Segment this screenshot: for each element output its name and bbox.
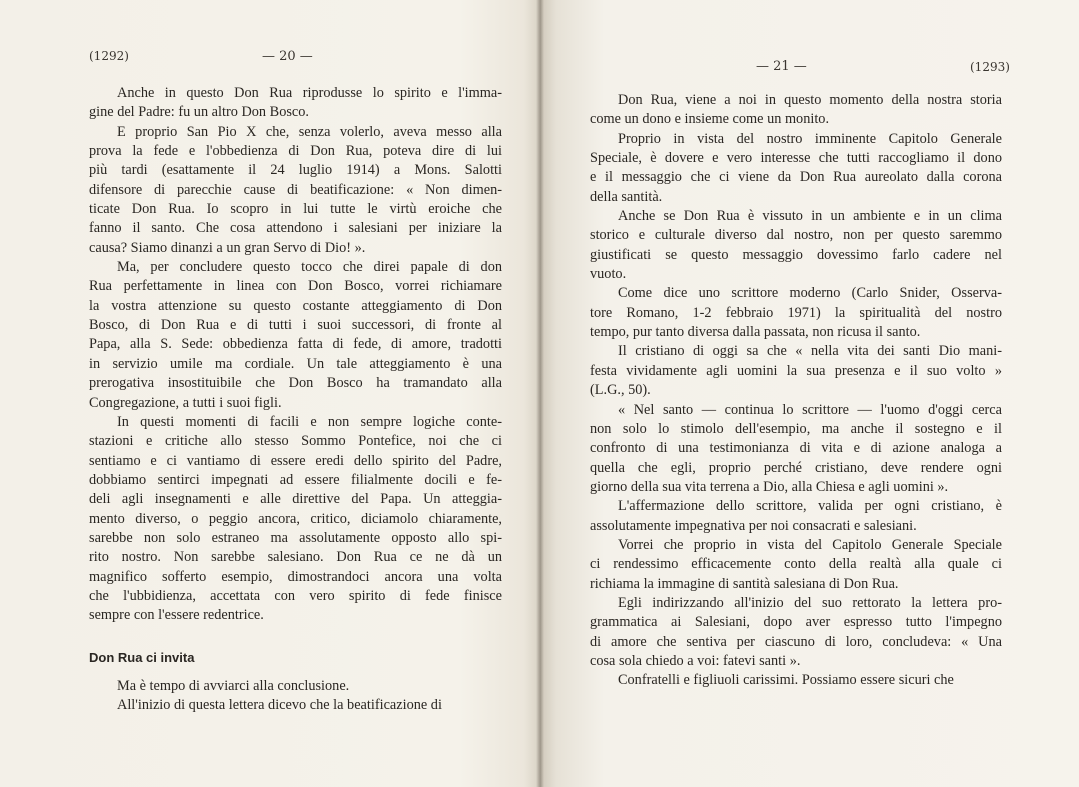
text-line: Papa, alla S. Sede: obbedienza fatta di fede, di amore, tradotti: [89, 336, 502, 353]
text-line: assolutamente impegnativa per noi consacrati e salesiani.: [590, 517, 917, 534]
text-line: difensore di parecchie cause di beatificazione: « Non dimen-: [89, 181, 502, 198]
text-line: E proprio San Pio X che, senza volerlo, aveva messo alla: [117, 123, 502, 140]
right-page-body: [590, 91, 1002, 691]
text-line: la vostra attenzione su questo costante atteggiamento di Don: [89, 297, 502, 314]
paragraph: [590, 671, 1002, 690]
text-line: ci rendessimo efficacemente conto della realtà alla quale ci: [590, 556, 1002, 573]
left-page-body: [89, 84, 502, 716]
text-line: Anche in questo Don Rua riprodusse lo spirito e l'imma-: [117, 85, 502, 101]
left-page-code: (1292): [89, 49, 129, 63]
text-line: della santità.: [590, 188, 663, 205]
text-line: come un dono e insieme come un monito.: [590, 111, 830, 128]
text-line: « Nel santo — continua lo scrittore — l'uomo d'oggi cerca: [618, 401, 1002, 418]
text-line: Confratelli e figliuoli carissimi. Possiamo essere sicuri che: [618, 672, 954, 689]
paragraph: [590, 401, 1002, 498]
paragraph: [89, 677, 502, 696]
paragraph: [590, 91, 1002, 130]
text-line: Speciale, è dovere e vero interesse che tutti raccogliamo il dono: [590, 150, 1002, 167]
paragraph: [590, 207, 1002, 284]
paragraph: [590, 284, 1002, 342]
paragraph: [590, 497, 1002, 536]
text-line: e il messaggio che ci viene da Don Rua aureolato dalla corona: [590, 169, 1002, 186]
text-line: In questi momenti di facili e non sempre logiche conte-: [117, 413, 502, 430]
text-line: Vorrei che proprio in vista del Capitolo Generale Speciale: [618, 536, 1002, 553]
text-line: sentiamo e ci vantiamo di essere eredi dello spirito del Padre,: [89, 452, 502, 469]
text-line: sarebbe non solo estraneo ma assolutamente opposto allo spi-: [89, 529, 502, 546]
text-line: Ma, per concludere questo tocco che direi papale di don: [117, 259, 502, 276]
paragraph: [89, 84, 502, 123]
text-line: magnifico sofferto esempio, dimostrandoci ancora una volta: [89, 568, 502, 585]
paragraph: [590, 130, 1002, 207]
text-line: giustificati se questo messaggio dovessimo farlo cadere nel: [590, 246, 1002, 263]
text-line: mento diverso, o peggio ancora, critico, diciamolo chiaramente,: [89, 510, 502, 527]
text-line: richiama la immagine di santità salesiana di Don Rua.: [590, 575, 899, 592]
text-line: L'affermazione dello scrittore, valida per ogni cristiano, è: [618, 498, 1002, 515]
text-line: cosa sola chiedo a voi: fatevi santi ».: [590, 652, 801, 669]
right-page-number: — 21 —: [756, 59, 807, 74]
text-line: grammatica ai Salesiani, dopo aver espresso tutto l'impegno: [590, 614, 1002, 631]
text-line: rito nostro. Non sarebbe salesiano. Don Rua ce ne dà un: [89, 549, 502, 566]
paragraph: [590, 536, 1002, 594]
text-line: quella che egli, proprio perché cristiano, deve rendere ogni: [590, 459, 1002, 476]
right-page-code: (1293): [970, 60, 1010, 74]
text-line: giorno della sua vita terrena a Dio, alla Chiesa e agli uomini ».: [590, 478, 949, 495]
text-line: in servizio umile ma cordiale. Un tale atteggiamento è una: [89, 355, 502, 372]
text-line: vuoto.: [590, 266, 627, 283]
text-line: deli agli insegnamenti e alle direttive del Papa. Un atteggia-: [89, 491, 502, 508]
text-line: causa? Siamo dinanzi a un gran Servo di Dio! ».: [89, 239, 366, 256]
text-line: dobbiamo sentirci impegnati ad essere filialmente docili e fe-: [89, 471, 502, 488]
text-line: prova la fede e l'obbedienza di Don Rua, poteva dire di lui: [89, 143, 502, 160]
paragraph: [590, 342, 1002, 400]
text-line: ticate Don Rua. Io scopro in lui tutte le virtù eroiche che: [89, 201, 502, 218]
paragraph: [89, 413, 502, 626]
text-line: che l'ubbidienza, accettata con vero spirito di fede finisce: [89, 587, 502, 604]
left-page-number: — 20 —: [262, 49, 313, 64]
text-line: (L.G., 50).: [590, 382, 651, 399]
text-line: non solo lo stimolo dell'esempio, ma anche il sostegno e il: [590, 420, 1002, 437]
paragraph: [89, 696, 502, 715]
text-line: Ma è tempo di avviarci alla conclusione.: [117, 677, 350, 694]
paragraph: [89, 123, 502, 258]
paragraph: [89, 258, 502, 413]
text-line: fanno il santo. Che cosa attendono i salesiani per iniziare la: [89, 220, 502, 237]
text-line: Bosco, di Don Rua e di tutti i suoi successori, di fronte al: [89, 317, 502, 334]
text-line: Rua perfettamente in linea con Don Bosco, vorrei richiamare: [89, 278, 502, 295]
text-line: storico e culturale diverso dal nostro, non per questo saremmo: [590, 227, 1002, 244]
paragraph: [590, 594, 1002, 671]
text-line: più tardi (esattamente il 24 luglio 1914) a Mons. Salotti: [89, 162, 502, 179]
text-line: All'inizio di questa lettera dicevo che la beatificazione di: [117, 697, 442, 714]
text-line: Come dice uno scrittore moderno (Carlo Snider, Osserva-: [618, 285, 1002, 302]
text-line: di amore che sentiva per ciascuno di loro, concludeva: « Una: [590, 633, 1002, 650]
text-line: gine del Padre: fu un altro Don Bosco.: [89, 104, 309, 121]
right-page: [540, 0, 1079, 787]
text-line: stazioni e critiche allo stesso Sommo Pontefice, noi che ci: [89, 433, 502, 450]
text-line: Congregazione, a tutti i suoi figli.: [89, 394, 282, 411]
text-line: festa vividamente agli uomini la sua presenza e il suo volto »: [590, 362, 1002, 379]
text-line: tempo, pur tanto diversa dalla passata, non ricusa il santo.: [590, 324, 921, 341]
text-line: confronto di una testimonianza di vita e di azione analoga a: [590, 440, 1002, 457]
section-title: Don Rua ci invita: [89, 649, 195, 665]
text-line: Egli indirizzando all'inizio del suo rettorato la lettera pro-: [618, 594, 1002, 611]
text-line: tore Romano, 1-2 febbraio 1971) la spiritualità del nostro: [590, 304, 1002, 321]
text-line: Proprio in vista del nostro imminente Capitolo Generale: [618, 130, 1002, 147]
text-line: prerogativa insostituibile che Don Bosco ha tramandato alla: [89, 375, 502, 392]
text-line: sempre con l'essere redentrice.: [89, 607, 264, 624]
text-line: Il cristiano di oggi sa che « nella vita dei santi Dio mani-: [618, 343, 1002, 360]
book-gutter: [536, 0, 544, 787]
text-line: Anche se Don Rua è vissuto in un ambiente e in un clima: [618, 208, 1002, 225]
text-line: Don Rua, viene a noi in questo momento della nostra storia: [618, 92, 1002, 108]
